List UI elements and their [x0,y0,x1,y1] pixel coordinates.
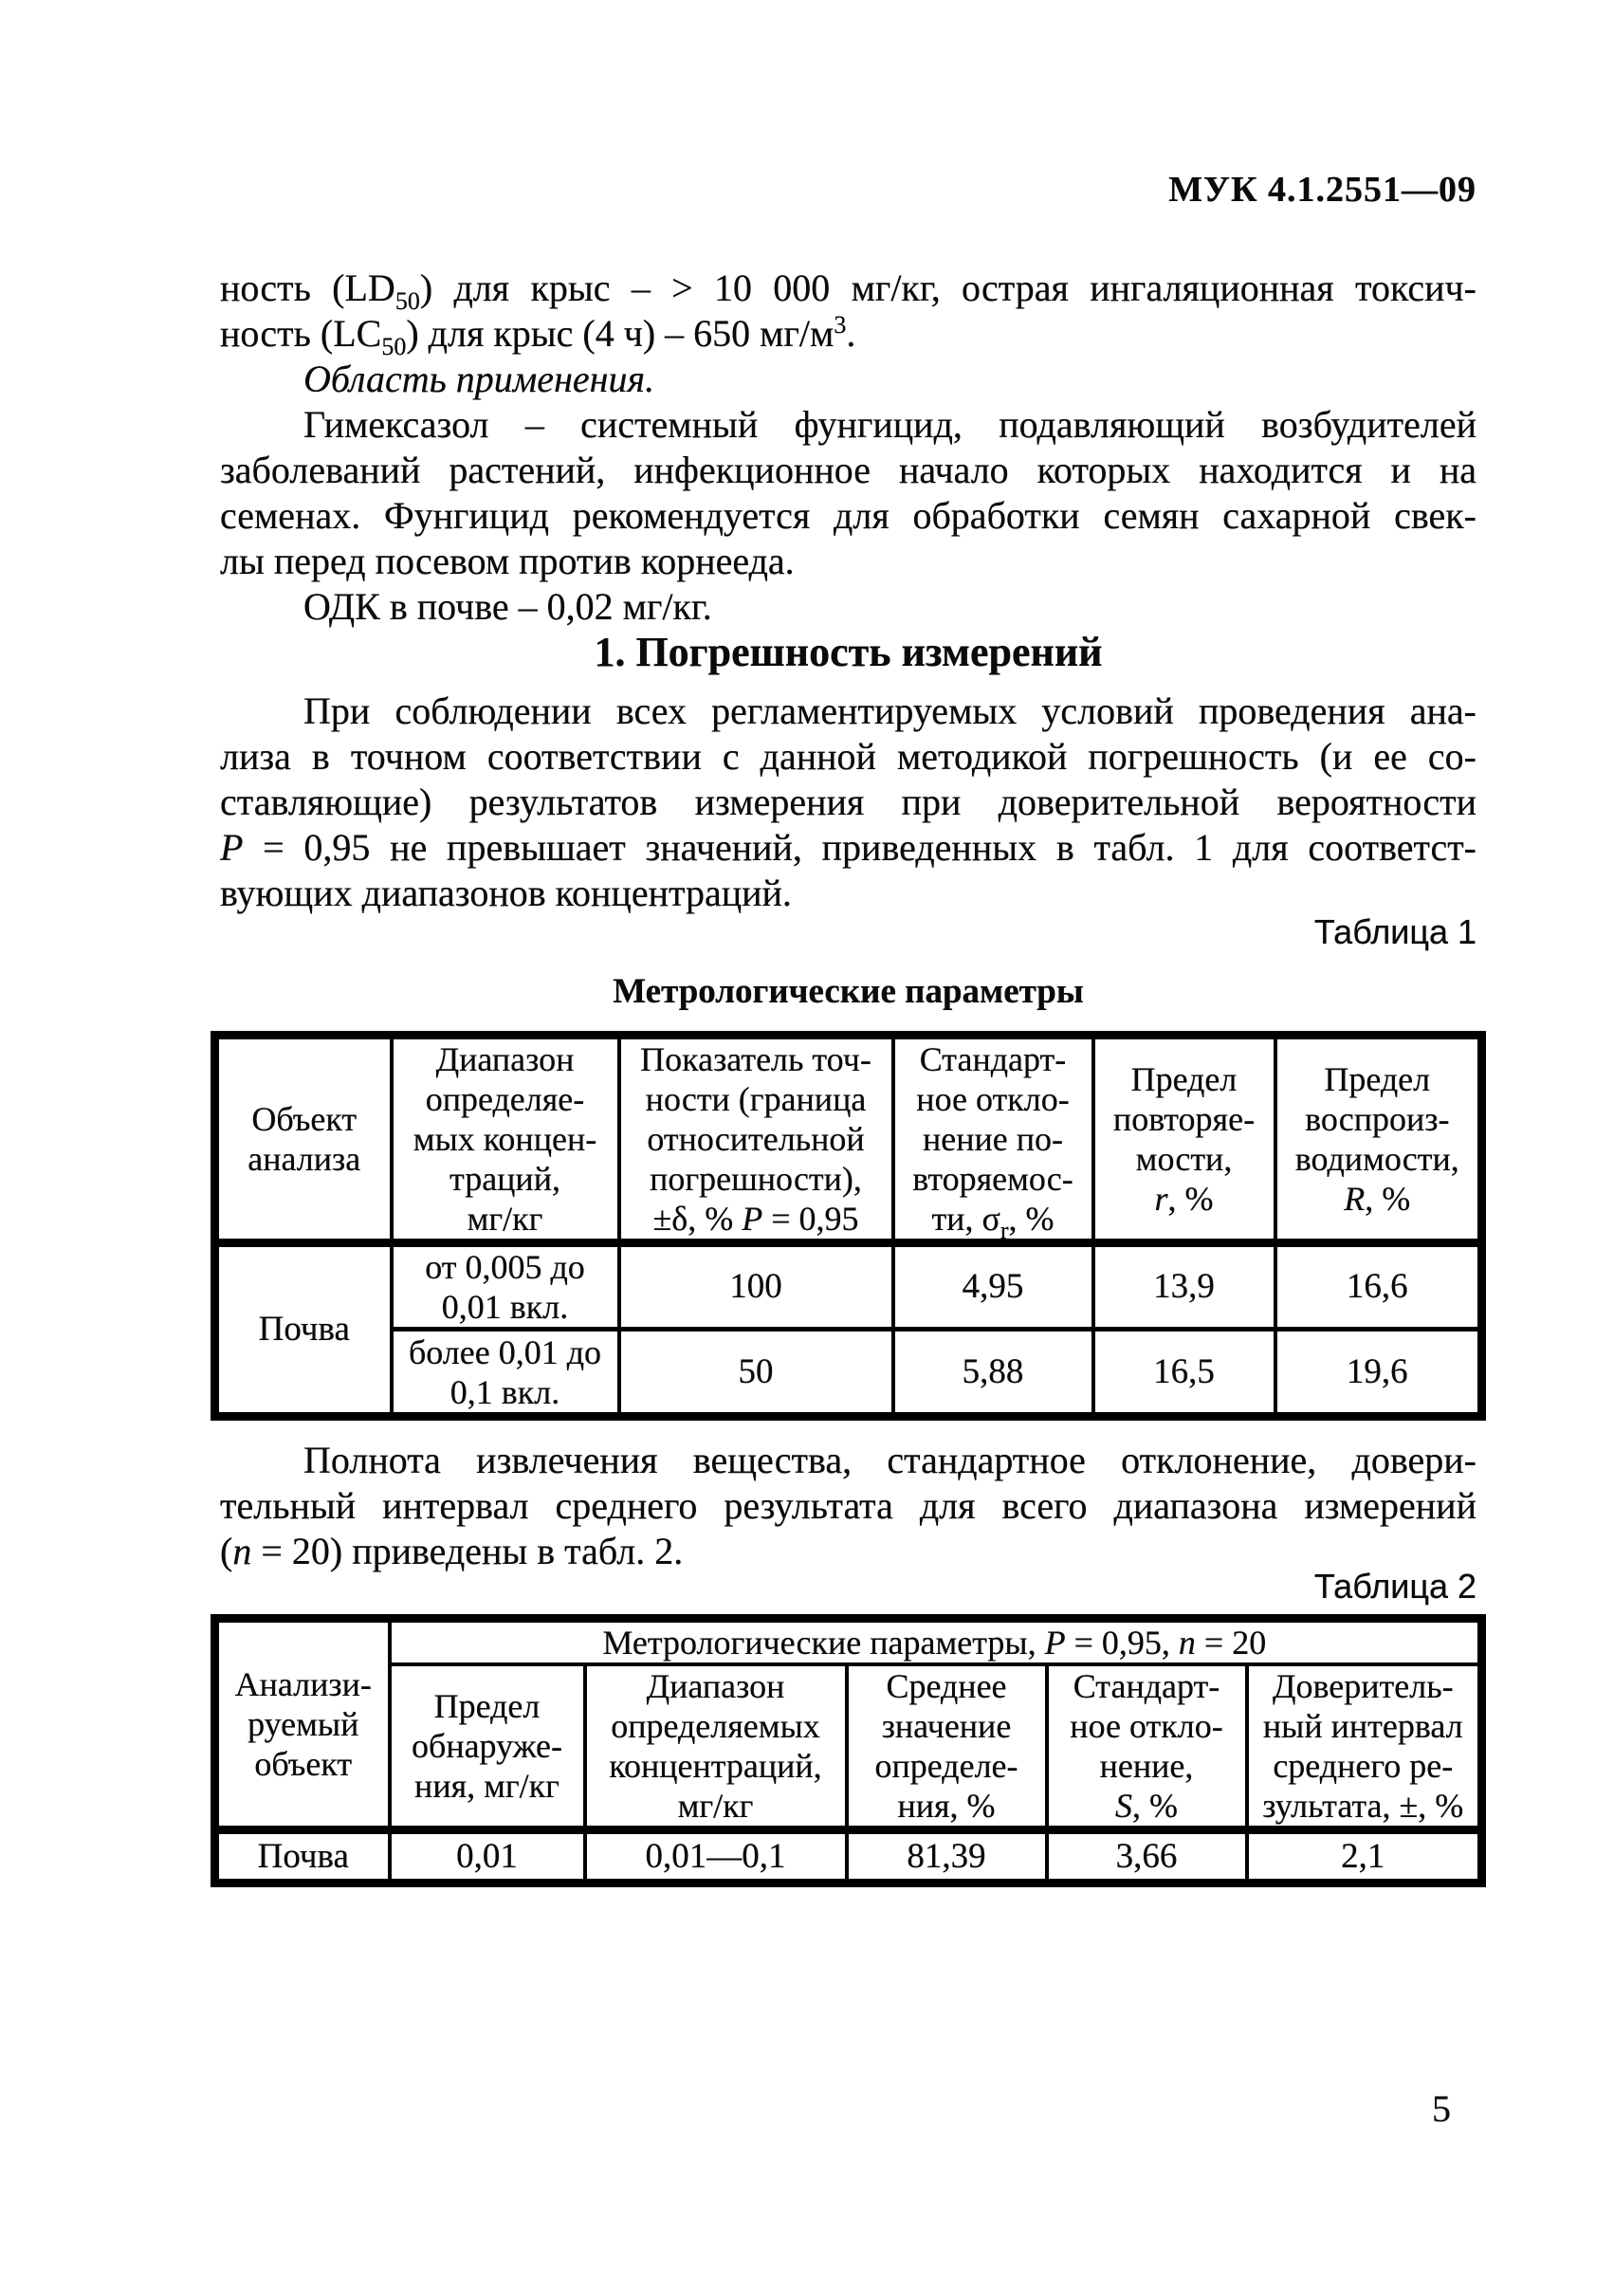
t1-cell-accuracy-1: 100 [619,1243,893,1330]
text-run: = 0,95 [762,1200,859,1238]
t1-cell-stddev-1: 4,95 [893,1243,1093,1330]
t1-cell-repeat-2: 16,5 [1093,1330,1275,1417]
header-lines: Стандарт- ное откло- нение по- вторяемос- [912,1040,1073,1198]
text-run: = 0,95 не превышает значений, приведенных в табл. 1 для соответст- [243,826,1476,869]
table-1 [211,1031,1486,1421]
page-number: 5 [1432,2087,1451,2130]
t2-header-range: Диапазон определяемых концентраций, мг/кг [585,1664,847,1830]
text-run: . [846,312,856,355]
text-run: ( [220,1530,233,1572]
t1-cell-range-1: от 0,005 до 0,01 вкл. [392,1243,619,1330]
paragraph-line: тельный интервал среднего результата для всего диапазона измерений [220,1484,1476,1527]
italic-run: R [1344,1180,1366,1218]
paragraph-line: Гимексазол – системный фунгицид, подавляющий возбудителей [303,403,1476,446]
subscript: 50 [394,287,420,315]
t2-header-object: Анализи- руемый объект [215,1619,390,1830]
header-formula [621,1199,891,1239]
paragraph-line [220,825,1476,871]
t1-cell-reprod-1: 16,6 [1275,1243,1482,1330]
superscript: 3 [834,311,847,339]
paragraph-line: лы перед посевом против корнееда. [220,540,795,582]
subscript: 50 [381,333,407,360]
t1-header-object: Объект анализа [215,1036,392,1243]
italic-run: r [1154,1180,1168,1218]
italic-run: P [742,1200,763,1238]
paragraph-line: лиза в точном соответствии с данной методикой погрешность (и ее со- [220,735,1476,778]
header-formula [1095,1179,1274,1219]
text-run: , % [1008,1200,1055,1238]
paragraph-line [220,266,1476,315]
t1-cell-reprod-2: 19,6 [1275,1330,1482,1417]
header-formula [895,1199,1091,1244]
table1-label: Таблица 1 [1313,912,1476,951]
t2-header-detection: Предел обнаруже- ния, мг/кг [390,1664,585,1830]
doc-code: МУК 4.1.2551—09 [1168,170,1476,210]
italic-run: n [232,1530,252,1572]
t1-header-stddev [893,1036,1093,1243]
text-run: ти, σ [931,1200,1000,1238]
text-run: ±δ, % [652,1200,743,1238]
table2-label: Таблица 2 [1313,1567,1476,1606]
table-header-row [215,1664,1482,1830]
paragraph-line: Полнота извлечения вещества, стандартное отклонение, довери- [303,1439,1476,1481]
paragraph-line [220,311,1476,360]
text-run: ность (LC [220,312,382,355]
paragraph-line: семенах. Фунгицид рекомендуется для обработки семян сахарной свек- [220,494,1476,537]
t2-span-header [390,1619,1482,1665]
table-row [215,1830,1482,1883]
paragraph-line: Область применения. [303,358,655,400]
header-lines: Показатель точ- ности (граница относительной погрешности), [640,1040,871,1198]
text-run: = 0,95, [1065,1624,1179,1662]
table-header-row [215,1619,1482,1665]
t1-cell-accuracy-2: 50 [619,1330,893,1417]
header-lines: Стандарт- ное откло- нение, [1070,1667,1223,1785]
t1-cell-repeat-1: 13,9 [1093,1243,1275,1330]
table-row [215,1330,1482,1417]
paragraph-line: вующих диапазонов концентраций. [220,872,792,914]
t1-header-range: Диапазон определяе- мых концен- траций, мг/кг [392,1036,619,1243]
italic-run: n [1178,1624,1196,1662]
text-run: ) для крыс – > 10 000 мг/кг, острая ингаляционная токсич- [419,266,1476,309]
text-run: Метрологические параметры, [602,1624,1045,1662]
italic-run: P [220,826,244,869]
table-row [215,1243,1482,1330]
paragraph-line: ставляющие) результатов измерения при доверительной вероятности [220,781,1476,823]
t2-cell-range: 0,01—0,1 [585,1830,847,1883]
section-heading: 1. Погрешность измерений [594,629,1103,675]
t1-cell-object: Почва [215,1243,392,1417]
paragraph-line: При соблюдении всех регламентируемых условий проведения ана- [303,689,1476,732]
header-formula [1277,1179,1478,1219]
t1-header-accuracy [619,1036,893,1243]
t2-header-mean: Среднее значение определе- ния, % [847,1664,1047,1830]
t1-cell-range-2: более 0,01 до 0,1 вкл. [392,1330,619,1417]
text-run: , % [1132,1787,1178,1825]
text-run: , % [1167,1180,1214,1218]
text-run: ) для крыс (4 ч) – 650 мг/м [406,312,835,355]
t1-header-reproducibility [1275,1036,1482,1243]
header-lines: Предел повторяе- мости, [1112,1060,1256,1178]
paragraph-line: заболеваний растений, инфекционное начало которых находится и на [220,449,1476,491]
table-header-row [215,1036,1482,1243]
subscript: r [1000,1217,1009,1244]
text-run: ность (LD [220,266,395,309]
t2-header-interval: Доверитель- ный интервал среднего ре- зультата, ±, % [1247,1664,1482,1830]
header-formula [1049,1786,1245,1826]
paragraph-line: ОДК в почве – 0,02 мг/кг. [303,585,712,628]
italic-run: S [1115,1787,1132,1825]
t2-cell-interval: 2,1 [1247,1830,1482,1883]
t2-cell-detection: 0,01 [390,1830,585,1883]
text-run: = 20 [1195,1624,1267,1662]
text-run: , % [1365,1180,1411,1218]
header-lines: Предел воспроиз- водимости, [1294,1060,1459,1178]
table1-title: Метрологические параметры [613,972,1084,1011]
t2-header-stddev [1047,1664,1247,1830]
italic-run: P [1044,1624,1066,1662]
t2-cell-object: Почва [215,1830,390,1883]
t1-cell-stddev-2: 5,88 [893,1330,1093,1417]
table-2 [211,1614,1486,1887]
text-run: = 20) приведены в табл. 2. [251,1530,684,1572]
t1-header-repeatability [1093,1036,1275,1243]
t2-cell-stddev: 3,66 [1047,1830,1247,1883]
t2-cell-mean: 81,39 [847,1830,1047,1883]
